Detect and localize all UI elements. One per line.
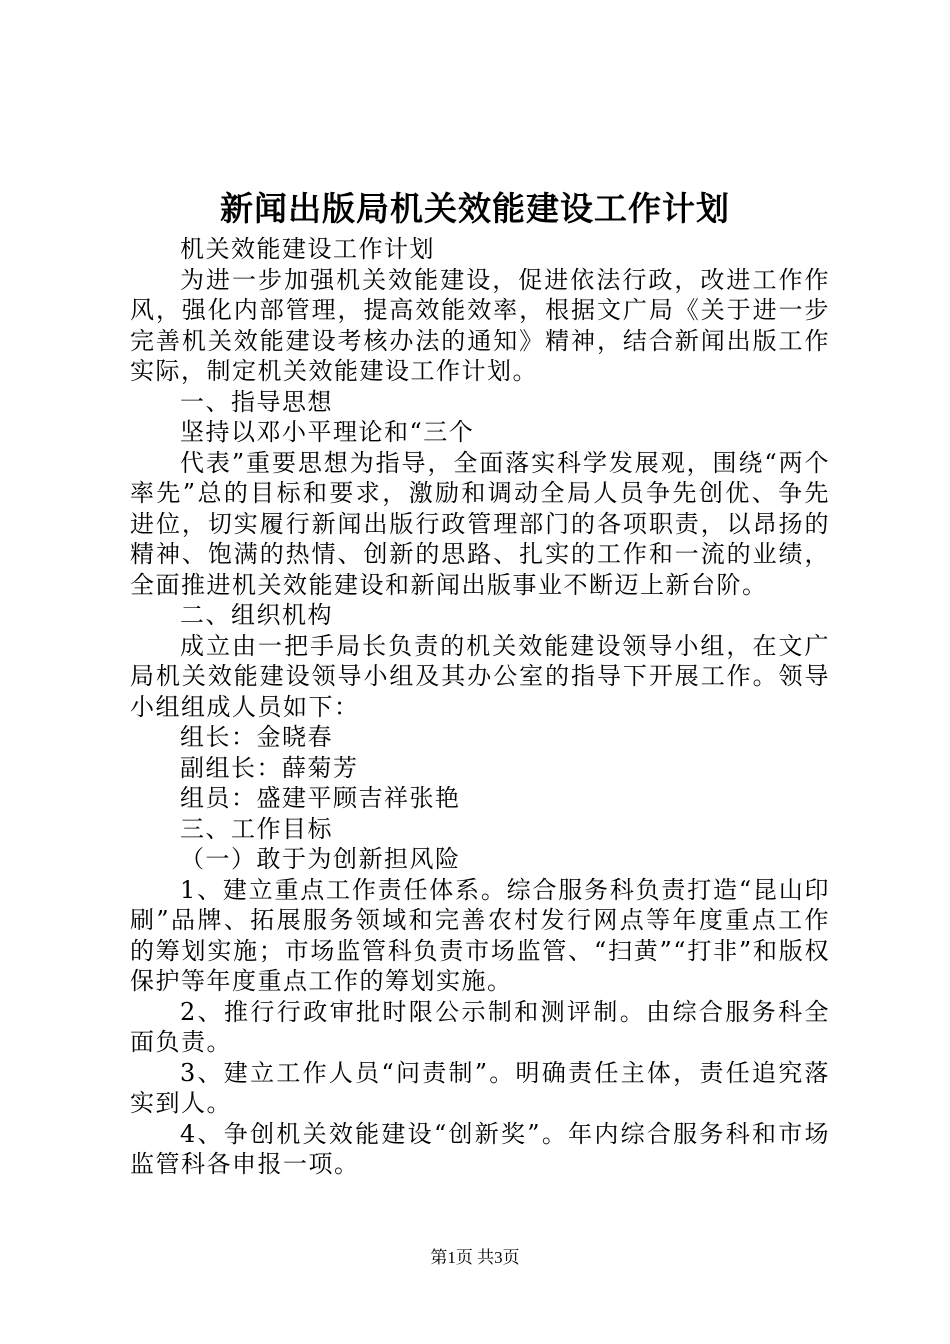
paragraph-item-1: 1、建立重点工作责任体系。综合服务科负责打造“昆山印刷”品牌、拓展服务领域和完善农村发行网点等年度重点工作的筹划实施；市场监管科负责市场监管、“扫黄”“打非”和版权保护等年度重点工作的筹划实施。 (130, 875, 830, 995)
paragraph-item-3: 3、建立工作人员“问责制”。明确责任主体，责任追究落实到人。 (130, 1058, 830, 1117)
paragraph-guiding-thought-1: 坚持以邓小平理论和“三个 (180, 418, 475, 446)
paragraph-guiding-thought-2: 代表”重要思想为指导，全面落实科学发展观，围绕“两个率先”总的目标和要求，激励和调动全局人员争先创优、争先进位，切实履行新闻出版行政管理部门的各项职责，以昂扬的精神、饱满的热情、创新的思路、扎实的工作和一流的业绩，全面推进机关效能建设和新闻出版事业不断迈上新台阶。 (130, 448, 830, 599)
subsection-heading-innovation: （一）敢于为创新担风险 (180, 845, 461, 873)
paragraph-leader: 组长：金晓春 (180, 723, 333, 751)
paragraph-members: 组员：盛建平顾吉祥张艳 (180, 784, 461, 812)
paragraph-deputy-leader: 副组长：薛菊芳 (180, 753, 359, 782)
document-body (130, 234, 830, 1180)
section-heading-goals: 三、工作目标 (180, 814, 333, 843)
section-heading-guiding-thought: 一、指导思想 (180, 387, 333, 416)
paragraph-intro: 为进一步加强机关效能建设，促进依法行政，改进工作作风，强化内部管理，提高效能效率，根据文广局《关于进一步完善机关效能建设考核办法的通知》精神，结合新闻出版工作实际，制定机关效能建设工作计划。 (130, 265, 830, 385)
page-footer: 第1页 共3页 (430, 1248, 520, 1267)
paragraph-item-2: 2、推行行政审批时限公示制和测评制。由综合服务科全面负责。 (130, 997, 830, 1056)
paragraph-organization: 成立由一把手局长负责的机关效能建设领导小组，在文广局机关效能建设领导小组及其办公室的指导下开展工作。领导小组组成人员如下： (130, 631, 830, 721)
section-heading-organization: 二、组织机构 (180, 601, 333, 629)
document-title: 新闻出版局机关效能建设工作计划 (220, 189, 730, 228)
paragraph-subtitle: 机关效能建设工作计划 (180, 235, 435, 263)
paragraph-item-4: 4、争创机关效能建设“创新奖”。年内综合服务科和市场监管科各申报一项。 (130, 1119, 830, 1178)
